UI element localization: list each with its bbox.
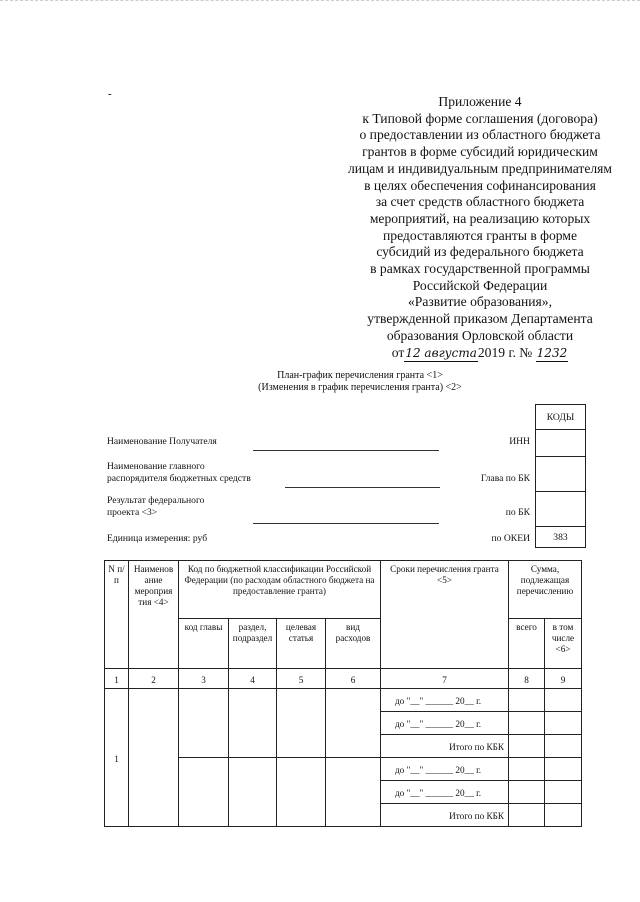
- date-row[interactable]: до "__" ______ 20__ г.: [381, 689, 509, 712]
- sum-v-tom-chisle-cell[interactable]: [545, 781, 582, 804]
- header-vsego: всего: [509, 619, 545, 669]
- okei-label: по ОКЕИ: [491, 533, 530, 544]
- okei-code-cell: 383: [536, 527, 586, 548]
- header-kod-glavy: код главы: [179, 619, 229, 669]
- itogo-row: Итого по КБК: [381, 735, 509, 758]
- appendix-line: мероприятий, на реализацию которых: [369, 210, 591, 226]
- manager-label-1: Наименование главного: [107, 461, 205, 472]
- appendix-line: грантов в форме субсидий юридическим: [362, 144, 598, 160]
- result-label-2: проекта <3>: [107, 507, 158, 518]
- manager-label-2: распорядителя бюджетных средств: [107, 473, 251, 484]
- col-number: 1: [105, 669, 129, 689]
- appendix-line: за счет средств областного бюджета: [375, 194, 585, 210]
- inn-code-cell[interactable]: [536, 430, 586, 457]
- order-year: 2019 г. №: [477, 344, 533, 360]
- sum-vsego-cell[interactable]: [509, 804, 545, 827]
- manager-field[interactable]: [285, 487, 440, 488]
- vid-cell[interactable]: [326, 758, 381, 827]
- header-event-name: Наименов ание мероприя тия <4>: [129, 561, 179, 669]
- appendix-line: предоставляются гранты в форме: [383, 227, 577, 243]
- handwritten-order-date: 12 августа: [404, 345, 478, 363]
- col-number: 2: [129, 669, 179, 689]
- sum-v-tom-chisle-cell[interactable]: [545, 804, 582, 827]
- glava-bk-code-cell[interactable]: [536, 457, 586, 492]
- col-number: 6: [326, 669, 381, 689]
- sum-vsego-cell[interactable]: [509, 712, 545, 735]
- appendix-line: лицам и индивидуальным предпринимателям: [347, 160, 613, 176]
- date-row[interactable]: до "__" ______ 20__ г.: [381, 781, 509, 804]
- row-number: 1: [105, 689, 129, 827]
- kod-glavy-cell[interactable]: [179, 689, 229, 758]
- appendix-line: в рамках государственной программы: [370, 261, 590, 277]
- vid-cell[interactable]: [326, 689, 381, 758]
- codes-header: КОДЫ: [536, 405, 586, 430]
- date-row[interactable]: до "__" ______ 20__ г.: [381, 712, 509, 735]
- sum-v-tom-chisle-cell[interactable]: [545, 689, 582, 712]
- top-border: [0, 0, 640, 5]
- sum-vsego-cell[interactable]: [509, 689, 545, 712]
- sum-vsego-cell[interactable]: [509, 781, 545, 804]
- po-bk-label: по БК: [505, 507, 530, 518]
- razdel-cell[interactable]: [229, 689, 277, 758]
- itogo-row: Итого по КБК: [381, 804, 509, 827]
- col-number: 4: [229, 669, 277, 689]
- header-razdel: раздел, подраздел: [229, 619, 277, 669]
- order-prefix: от: [391, 344, 405, 360]
- celevaya-cell[interactable]: [277, 758, 326, 827]
- inn-label: ИНН: [509, 436, 530, 447]
- header-vid: вид расходов: [326, 619, 381, 669]
- celevaya-cell[interactable]: [277, 689, 326, 758]
- appendix-line: Российской Федерации: [412, 277, 548, 293]
- appendix-line: к Типовой форме соглашения (договора): [362, 110, 598, 126]
- corner-mark: -: [108, 88, 112, 100]
- recipient-field[interactable]: [253, 450, 439, 451]
- col-number: 3: [179, 669, 229, 689]
- header-celevaya: целевая статья: [277, 619, 326, 669]
- appendix-line: о предоставлении из областного бюджета: [359, 127, 601, 143]
- sum-v-tom-chisle-cell[interactable]: [545, 712, 582, 735]
- appendix-line: образования Орловской области: [386, 327, 574, 343]
- result-label-1: Результат федерального: [107, 495, 205, 506]
- header-num: N п/п: [105, 561, 129, 669]
- event-name-cell[interactable]: [129, 689, 179, 827]
- sum-vsego-cell[interactable]: [509, 735, 545, 758]
- po-bk-code-cell[interactable]: [536, 492, 586, 527]
- header-bk-group: Код по бюджетной классификации Российской Федерации (по расходам областного бюджета на предоставление гранта): [179, 561, 381, 619]
- razdel-cell[interactable]: [229, 758, 277, 827]
- form-title-line1: План-график перечисления гранта <1>: [277, 370, 443, 381]
- date-row[interactable]: до "__" ______ 20__ г.: [381, 758, 509, 781]
- kod-glavy-cell[interactable]: [179, 758, 229, 827]
- form-title-line2: (Изменения в график перечисления гранта) <2>: [258, 382, 462, 393]
- sum-v-tom-chisle-cell[interactable]: [545, 735, 582, 758]
- appendix-header: [330, 94, 630, 362]
- sum-vsego-cell[interactable]: [509, 758, 545, 781]
- schedule-table: [104, 560, 582, 827]
- appendix-line: Приложение 4: [438, 94, 522, 109]
- glava-bk-label: Глава по БК: [480, 473, 530, 484]
- sum-v-tom-chisle-cell[interactable]: [545, 758, 582, 781]
- col-number: 8: [509, 669, 545, 689]
- form-title: [200, 370, 520, 394]
- header-v-tom-chisle: в том числе <6>: [545, 619, 582, 669]
- appendix-line: в целях обеспечения софинансирования: [364, 177, 596, 193]
- result-field[interactable]: [253, 523, 439, 524]
- handwritten-order-number: 1232: [536, 345, 569, 363]
- col-number: 5: [277, 669, 326, 689]
- header-sum-group: Сумма, подлежащая перечислению: [509, 561, 582, 619]
- order-line: [330, 345, 630, 363]
- codes-table: [535, 404, 586, 548]
- unit-label: Единица измерения: руб: [107, 533, 208, 544]
- col-number: 9: [545, 669, 582, 689]
- recipient-label: Наименование Получателя: [107, 436, 217, 447]
- appendix-line: субсидий из федерального бюджета: [376, 244, 584, 260]
- header-terms: Сроки перечисления гранта <5>: [381, 561, 509, 669]
- appendix-line: утвержденной приказом Департамента: [367, 311, 593, 327]
- col-number: 7: [381, 669, 509, 689]
- appendix-line: «Развитие образования»,: [407, 294, 552, 310]
